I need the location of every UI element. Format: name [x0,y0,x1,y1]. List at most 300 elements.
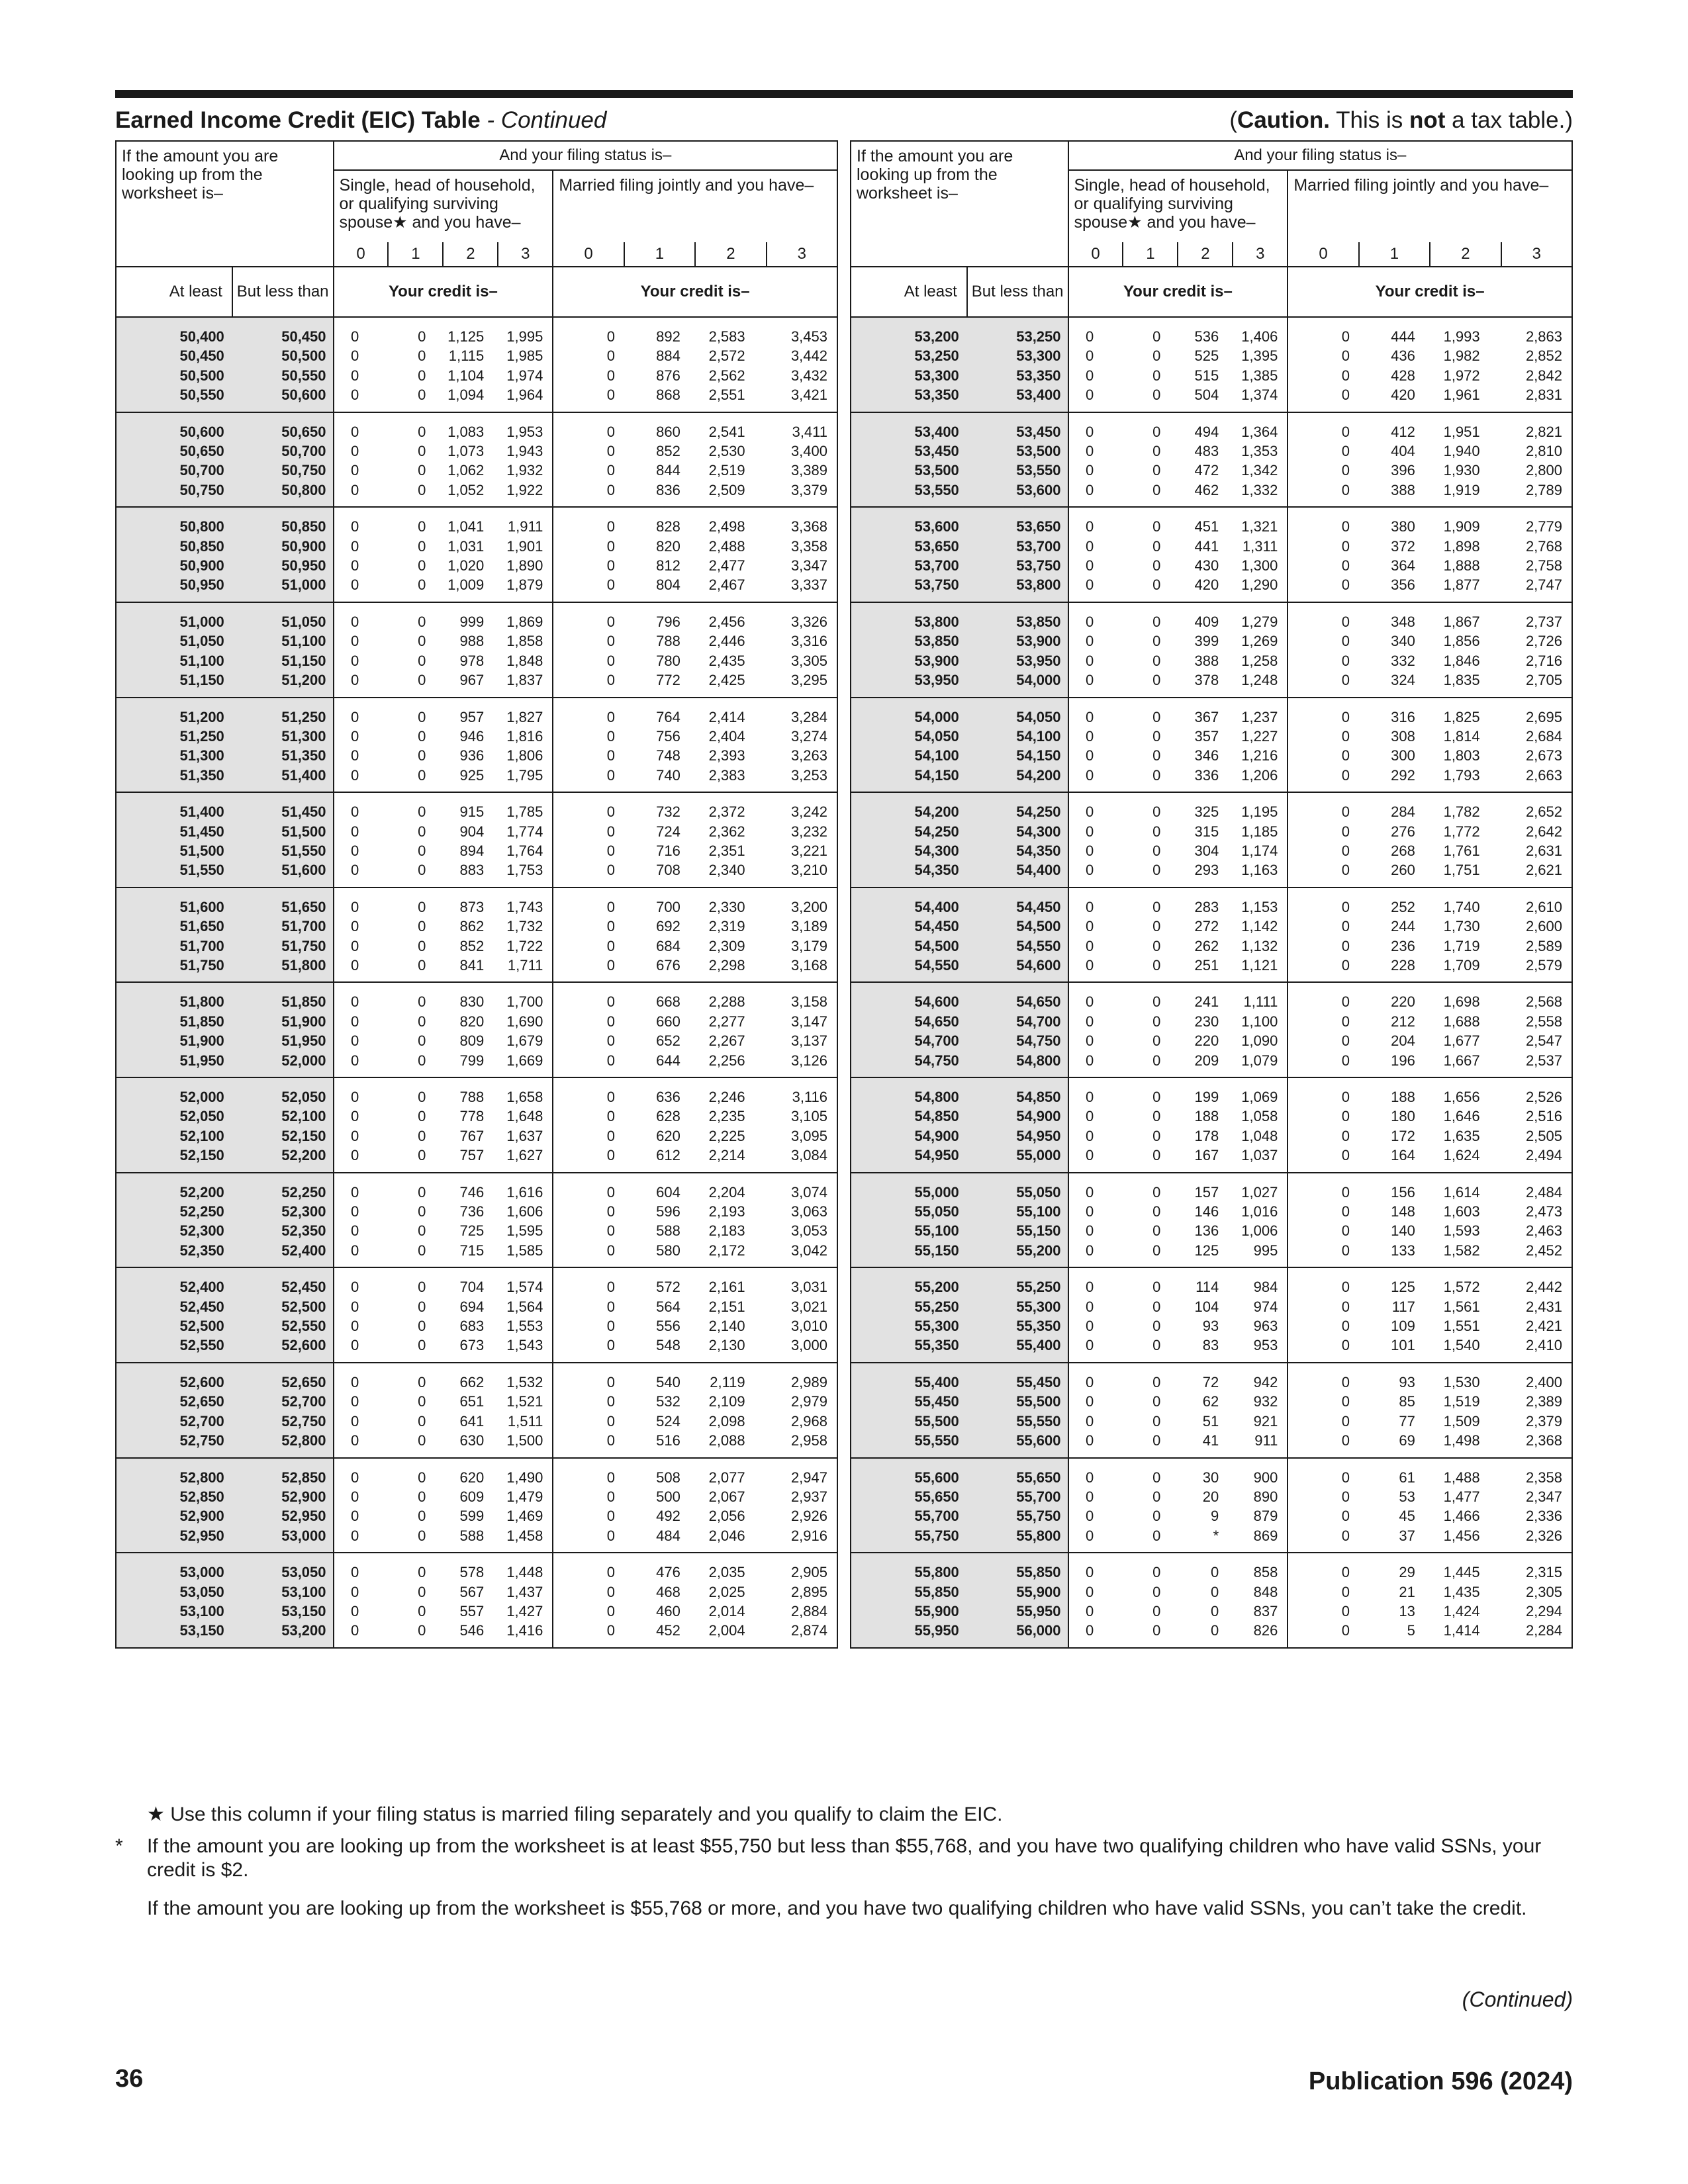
credit-cell [624,412,690,508]
credit-cell [1489,1077,1572,1173]
table-value: 172 [1391,1127,1415,1144]
table-value: 340 [1391,633,1415,650]
credit-cell [368,982,435,1077]
income-range-cell [967,507,1068,602]
table-value: 1,037 [1241,1147,1278,1164]
table-value: 0 [1086,1527,1094,1544]
table-value: 2,642 [1525,823,1562,840]
table-value: 532 [656,1393,680,1410]
credit-cell [1489,602,1572,698]
table-value: 0 [1086,1583,1094,1600]
table-value: 50,700 [281,443,326,460]
table-value: 3,147 [790,1013,827,1030]
table-value: 55,650 [914,1488,959,1505]
star-footnote: ★ Use this column if your filing status is married filing separately and you qualify to claim the EIC. [147,1803,1003,1825]
table-value: 942 [1253,1373,1278,1390]
table-value: 848 [1253,1583,1278,1600]
table-value: 599 [459,1508,485,1525]
caution-end: a tax table.) [1445,107,1573,133]
table-value: 109 [1391,1318,1415,1335]
table-value: 284 [1391,803,1415,821]
table-value: 3,210 [790,862,827,879]
table-value: 51,100 [281,633,326,650]
credit-cell [493,982,553,1077]
table-value: 45 [1399,1508,1415,1525]
credit-cell [1170,507,1228,602]
table-value: 1,448 [506,1564,543,1581]
table-value: 0 [606,993,615,1011]
table-value: 0 [1341,652,1350,669]
credit-cell [1359,317,1425,412]
table-value: 53,850 [914,633,959,650]
table-value: 2,025 [708,1583,745,1600]
table-value: 157 [1194,1183,1219,1201]
credit-cell [1228,507,1288,602]
table-value: 2,277 [708,1013,745,1030]
table-value: 1,974 [506,367,543,384]
table-value: 1,943 [506,443,543,460]
table-value: 0 [351,1622,359,1639]
children-count: 2 [694,242,765,266]
table-value: 1,020 [447,557,485,574]
table-value: 0 [1341,1242,1350,1259]
table-value: 1,827 [506,708,543,725]
table-row [116,412,837,508]
table-value: 0 [1152,613,1161,630]
table-value: 244 [1391,918,1415,935]
table-value: 325 [1194,803,1219,821]
table-value: 748 [656,747,680,764]
table-value: 0 [418,1373,426,1390]
table-value: 837 [1253,1602,1278,1619]
table-value: 0 [1152,387,1161,404]
credit-cell [1425,1077,1489,1173]
table-value: 0 [1152,898,1161,915]
table-value: 53,050 [281,1564,326,1581]
table-value: 2,568 [1525,993,1562,1011]
table-value: 52,950 [281,1508,326,1525]
table-value: 53,700 [914,557,959,574]
credit-cell [368,1077,435,1173]
children-count: 2 [442,242,497,266]
table-value: 0 [418,918,426,935]
table-value: 0 [418,708,426,725]
table-value: 620 [656,1127,680,1144]
table-value: 54,850 [1016,1089,1061,1105]
table-value: 0 [606,766,615,784]
credit-cell [1359,887,1425,983]
table-value: 0 [351,347,359,365]
credit-cell [1103,792,1170,887]
table-value: 0 [1152,1222,1161,1240]
table-value: 0 [606,1412,615,1430]
credit-cell [1359,698,1425,793]
credit-cell [1425,1553,1489,1648]
table-value: 52,950 [179,1527,224,1544]
credit-cell [368,1458,435,1553]
table-value: 55,750 [914,1527,959,1544]
row-block [116,1458,837,1553]
income-range-cell [116,982,232,1077]
table-value: 0 [351,1564,359,1581]
table-value: 380 [1391,518,1415,535]
table-value: 1,772 [1443,823,1480,840]
table-value: 2,425 [708,672,745,689]
table-value: 1,793 [1443,766,1480,784]
table-value: 936 [459,747,485,764]
table-value: 0 [1086,633,1094,650]
table-value: 0 [606,1222,615,1240]
table-value: 2,530 [708,443,745,460]
table-value: 1,237 [1241,708,1278,725]
table-value: 2,537 [1525,1052,1562,1069]
table-value: 252 [1391,898,1415,915]
credit-cell [334,887,369,983]
table-value: 468 [656,1583,680,1600]
table-value: 0 [1086,862,1094,879]
table-value: 2,421 [1525,1318,1562,1335]
credit-cell [755,602,837,698]
table-value: 1,311 [1242,537,1278,555]
table-value: 2,410 [1525,1337,1562,1354]
table-value: 51,400 [281,766,326,784]
table-value: 668 [656,993,680,1011]
table-value: 0 [1086,747,1094,764]
table-value: 0 [1152,862,1161,879]
table-value: 2,610 [1525,898,1562,915]
table-value: 0 [1152,1508,1161,1525]
table-value: 50,800 [179,518,224,535]
credit-cell [1288,412,1359,508]
table-value: 37 [1399,1527,1415,1544]
married-credit-header: Your credit is– [1288,267,1572,317]
table-value: 596 [656,1203,680,1220]
table-value: 820 [656,537,680,555]
table-value: 2,884 [790,1602,827,1619]
table-value: 1,614 [1443,1183,1480,1201]
table-value: 2,315 [1525,1564,1562,1581]
table-value: 29 [1399,1564,1415,1581]
table-value: 578 [459,1564,485,1581]
table-value: 0 [351,1318,359,1335]
table-value: 1,761 [1443,842,1480,859]
children-count: 3 [1232,242,1287,266]
single-children-row [334,242,553,267]
credit-cell [755,1553,837,1648]
credit-cell [435,602,493,698]
table-value: 724 [656,823,680,840]
table-value: 580 [656,1242,680,1259]
table-value: 2,336 [1525,1508,1562,1525]
credit-cell [755,507,837,602]
table-value: 3,000 [790,1337,827,1354]
table-row [851,1267,1572,1363]
table-value: 55,850 [1016,1564,1061,1581]
credit-cell [435,792,493,887]
credit-cell [334,1173,369,1268]
table-value: 54,350 [1016,842,1061,859]
table-value: 0 [351,613,359,630]
table-value: 0 [1086,1089,1094,1105]
table-value: 2,673 [1525,747,1562,764]
table-value: 0 [606,1564,615,1581]
table-value: 3,274 [790,727,827,745]
table-value: 2,056 [708,1508,745,1525]
credit-cell [334,1077,369,1173]
table-value: 3,358 [790,537,827,555]
table-value: 641 [459,1412,485,1430]
table-value: 0 [1152,766,1161,784]
table-value: 0 [1152,1032,1161,1050]
table-value: 2,109 [708,1393,745,1410]
table-value: 0 [1341,766,1350,784]
table-value: 55,100 [914,1222,959,1240]
table-value: 52,850 [281,1469,326,1486]
table-value: 55,150 [914,1242,959,1259]
table-value: 51,650 [281,898,326,915]
table-value: 3,126 [790,1052,827,1069]
income-range-cell [232,412,334,508]
table-value: 683 [459,1318,485,1335]
table-value: 0 [1086,613,1094,630]
table-value: 3,010 [790,1318,827,1335]
credit-cell [690,1458,755,1553]
table-value: 54,200 [1016,766,1061,784]
credit-cell [1288,602,1359,698]
table-value: 0 [1152,652,1161,669]
table-value: 0 [351,518,359,535]
table-value: 0 [1086,1298,1094,1315]
table-value: 1,698 [1443,993,1480,1011]
table-value: 0 [1086,1432,1094,1449]
income-range-cell [232,317,334,412]
married-header: Married filing jointly and you have– [1288,170,1572,242]
table-value: 536 [1194,328,1219,345]
table-value: 52,650 [281,1373,326,1390]
table-value: 0 [351,652,359,669]
table-value: 1,466 [1443,1508,1480,1525]
table-value: 0 [606,462,615,479]
credit-cell [1170,317,1228,412]
table-value: 0 [351,898,359,915]
credit-cell [1068,982,1103,1077]
row-block [851,1363,1572,1458]
table-value: 0 [418,1127,426,1144]
table-value: 104 [1194,1298,1219,1315]
table-value: 0 [1086,367,1094,384]
table-value: 51,900 [179,1032,224,1050]
table-value: 236 [1391,937,1415,954]
row-block [116,982,837,1077]
table-value: 2,926 [790,1508,827,1525]
table-value: 0 [1086,918,1094,935]
table-value: 53,650 [1016,518,1061,535]
table-value: 1,637 [506,1127,543,1144]
table-value: 54,450 [1016,898,1061,915]
table-value: 53,250 [1016,328,1061,345]
table-value: 494 [1194,423,1219,440]
table-value: 3,242 [790,803,827,821]
income-range-cell [851,1077,967,1173]
table-value: 1,722 [506,937,543,954]
table-value: 2,852 [1525,347,1562,365]
table-value: 54,550 [914,956,959,974]
table-value: 1,932 [506,462,543,479]
table-value: 2,958 [790,1432,827,1449]
table-value: 0 [418,727,426,745]
income-range-cell [851,1363,967,1458]
table-value: 1,227 [1241,727,1278,745]
at-least-header: At least [851,267,967,317]
table-value: 0 [418,1622,426,1639]
table-value: 3,453 [790,328,827,345]
credit-cell [334,602,369,698]
table-value: 516 [656,1432,680,1449]
table-value: 915 [459,803,485,821]
asterisk-footnote [115,1835,1573,1882]
table-value: 1,774 [506,823,543,840]
table-value: 0 [351,387,359,404]
table-value: 0 [1086,1469,1094,1486]
table-value: 53,100 [179,1602,224,1619]
table-value: 0 [351,537,359,555]
table-value: 52,150 [179,1147,224,1164]
credit-cell [1228,1553,1288,1648]
table-value: 1,100 [1241,1013,1278,1030]
credit-cell [1068,1267,1103,1363]
table-value: 804 [656,576,680,594]
children-count: 3 [497,242,552,266]
table-value: 2,161 [708,1279,745,1296]
table-value: 2,193 [708,1203,745,1220]
table-row [116,1267,837,1363]
table-value: 0 [1341,993,1350,1011]
credit-cell [755,1363,837,1458]
table-value: 1,782 [1443,803,1480,821]
table-value: 3,316 [790,633,827,650]
credit-cell [493,317,553,412]
table-value: 1,258 [1241,652,1278,669]
credit-cell [1103,698,1170,793]
table-value: 304 [1194,842,1219,859]
table-value: 388 [1391,481,1415,498]
table-value: 1,690 [506,1013,543,1030]
table-value: 1,469 [506,1508,543,1525]
table-value: 3,389 [790,462,827,479]
asterisk-footnote-2 [115,1897,1573,1921]
table-value: 0 [351,1508,359,1525]
table-value: 725 [459,1222,485,1240]
table-value: 1,090 [1241,1032,1278,1050]
table-value: 61 [1399,1469,1415,1486]
credit-cell [1170,1267,1228,1363]
table-value: 0 [351,423,359,440]
table-value: 364 [1391,557,1415,574]
table-value: 55,800 [914,1564,959,1581]
table-value: 50,850 [281,518,326,535]
table-value: 0 [1152,633,1161,650]
table-value: 0 [1152,1622,1161,1639]
table-value: 462 [1194,481,1219,498]
table-value: 1,498 [1443,1432,1480,1449]
children-count: 1 [1358,242,1429,266]
table-value: 3,179 [790,937,827,954]
income-range-cell [967,792,1068,887]
table-value: 2,473 [1525,1203,1562,1220]
credit-cell [755,1173,837,1268]
income-range-cell [116,507,232,602]
table-value: 0 [351,1298,359,1315]
table-value: 2,916 [790,1527,827,1544]
row-block [851,1267,1572,1363]
table-value: 1,041 [447,518,485,535]
credit-cell [755,982,837,1077]
table-value: 0 [351,1089,359,1105]
table-value: 772 [656,672,680,689]
table-value: 1,342 [1241,462,1278,479]
table-value: 1,321 [1241,518,1278,535]
table-value: 441 [1194,537,1219,555]
table-value: 894 [459,842,485,859]
table-value: 51,550 [281,842,326,859]
credit-cell [1170,1363,1228,1458]
table-value: 54,950 [1016,1127,1061,1144]
income-range-cell [851,698,967,793]
table-value: 1,540 [1443,1337,1480,1354]
table-value: 0 [351,367,359,384]
credit-cell [690,887,755,983]
table-value: 53,300 [1016,347,1061,365]
table-value: 548 [656,1337,680,1354]
table-value: 3,400 [790,443,827,460]
credit-cell [368,698,435,793]
table-value: 0 [1152,481,1161,498]
table-value: 51,200 [179,708,224,725]
table-value: 5 [1407,1622,1415,1639]
table-value: 54,400 [914,898,959,915]
table-value: 0 [1152,1527,1161,1544]
table-value: 3,305 [790,652,827,669]
filing-status-header: And your filing status is– [1068,141,1572,170]
table-value: 0 [1152,537,1161,555]
table-value: 0 [606,1203,615,1220]
table-value: 53,350 [1016,367,1061,384]
table-value: 54,400 [1016,862,1061,879]
table-value: 51,200 [281,672,326,689]
table-value: 892 [656,328,680,345]
table-value: 1,848 [506,652,543,669]
table-value: 0 [1341,367,1350,384]
table-value: 1,519 [1443,1393,1480,1410]
table-value: 52,300 [179,1222,224,1240]
table-value: 0 [606,347,615,365]
table-value: 1,858 [506,633,543,650]
table-value: 0 [1086,1032,1094,1050]
table-value: 0 [1152,1412,1161,1430]
table-value: 2,256 [708,1052,745,1069]
table-value: 0 [1341,1412,1350,1430]
table-value: 0 [1086,708,1094,725]
table-value: 50,900 [179,557,224,574]
table-value: 50,800 [281,481,326,498]
credit-cell [553,1363,624,1458]
table-value: 51,300 [281,727,326,745]
table-value: 114 [1196,1279,1219,1296]
table-value: 0 [418,1583,426,1600]
table-value: 925 [459,766,485,784]
credit-cell [1170,698,1228,793]
children-count: 0 [1091,245,1100,263]
